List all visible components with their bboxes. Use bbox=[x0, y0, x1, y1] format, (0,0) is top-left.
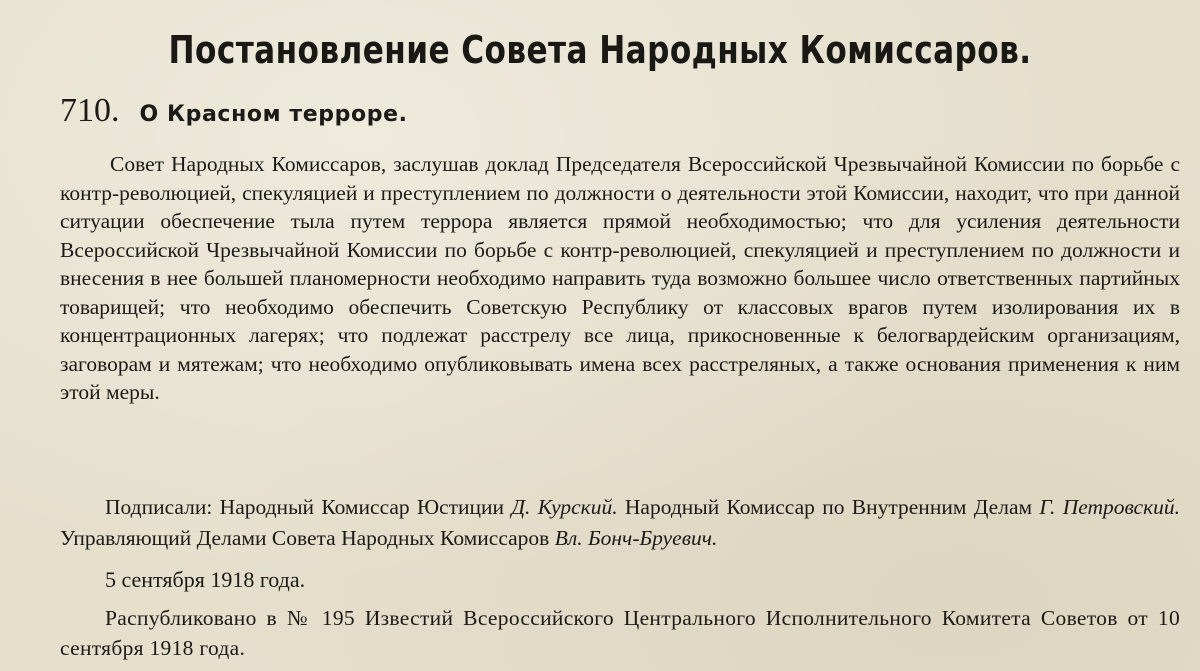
signatory-role-interior: Народный Комиссар по Внутренним Делам bbox=[624, 495, 1033, 519]
page-title: Постановление Совета Народных Комиссаров. bbox=[168, 28, 1032, 72]
signatures-block bbox=[60, 492, 1180, 554]
signatory-name-kursky: Д. Курский. bbox=[511, 495, 618, 519]
decree-number-dot: . bbox=[111, 92, 120, 129]
decree-date: 5 сентября 1918 года. bbox=[105, 567, 306, 592]
signatory-role-affairs: Управляющий Делами Совета Народных Комиссаров bbox=[60, 526, 550, 550]
signatory-name-bonch-bruevich: Вл. Бонч-Бруевич. bbox=[554, 526, 718, 550]
signatures-prefix: Подписали: bbox=[105, 495, 213, 519]
decree-number: 710 bbox=[60, 92, 111, 129]
decree-title: О Красном терроре. bbox=[139, 102, 408, 127]
decree-body: Совет Народных Комиссаров, заслушав доклад Председателя Всероссийской Чрезвычайной Комиссии по борьбе с контр-революцией, спекуляцией и преступлением по должности о деятельности этой Комиссии, находит, что при данной ситуации обеспечение тыла путем террора является прямой необходимостью; что для усиления деятельности Всероссийской Чрезвычайной Комиссии по борьбе с контр-революцией, спекуляцией и преступлением по должности и внесения в нее большей планомерности необходимо направить туда возможно большее число ответственных партийных товарищей; что необходимо обеспечить Советскую Республику от классовых врагов путем изолирования их в концентрационных лагерях; что подлежат расстрелу все лица, прикосновенные к белогвардейским организациям, заговорам и мятежам; что необходимо опубликовывать имена всех расстреляных, а также основания применения к ним этой меры. bbox=[60, 152, 1180, 404]
publication-note: Распубликовано в № 195 Известий Всероссийского Центрального Исполнительного Комитета Советов от 10 сентября 1918 года. bbox=[60, 606, 1180, 660]
signatory-role-justice: Народный Комиссар Юстиции bbox=[219, 495, 505, 519]
signatory-name-petrovsky: Г. Петровский. bbox=[1039, 495, 1181, 519]
decree-heading bbox=[60, 92, 408, 132]
